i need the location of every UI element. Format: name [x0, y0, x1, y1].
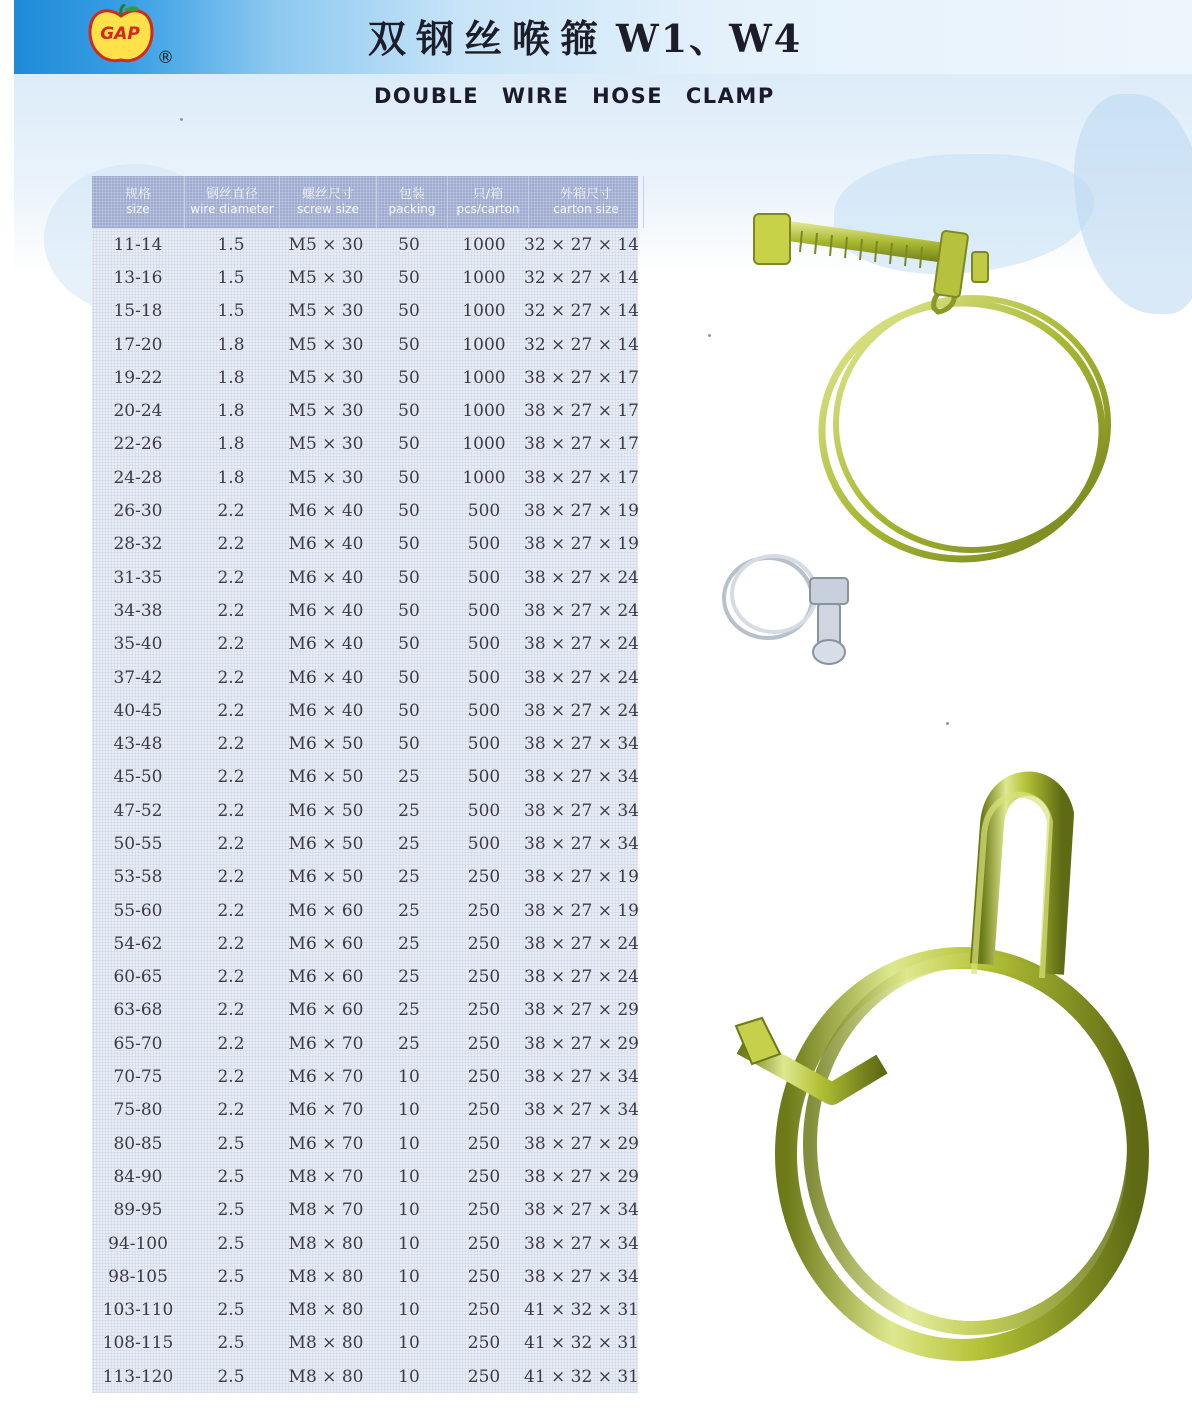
table-cell: 38 × 27 × 34: [524, 1233, 639, 1254]
table-cell: M5 × 30: [288, 401, 364, 422]
table-cell: M6 × 70: [288, 1067, 364, 1088]
table-cell: 250: [467, 867, 501, 888]
table-cell: M6 × 50: [288, 833, 364, 854]
table-cell: 2.2: [217, 567, 245, 588]
table-cell: 38 × 27 × 24: [524, 967, 639, 988]
table-cell: M8 × 70: [288, 1200, 364, 1221]
table-cell: M6 × 40: [288, 700, 364, 721]
table-cell: M6 × 70: [288, 1133, 364, 1154]
table-cell: 2.2: [217, 800, 245, 821]
table-cell: 38 × 27 × 19: [524, 900, 639, 921]
table-cell: 19-22: [113, 367, 163, 388]
table-cell: 250: [467, 1100, 501, 1121]
table-cell: 2.2: [217, 933, 245, 954]
table-cell: 2.2: [217, 667, 245, 688]
table-cell: 38 × 27 × 29: [524, 1000, 639, 1021]
table-cell: 38 × 27 × 24: [524, 933, 639, 954]
logo-text: GAP: [100, 24, 140, 44]
table-row: [92, 1094, 638, 1127]
column-header-en: carton size: [553, 201, 619, 216]
table-cell: M6 × 40: [288, 501, 364, 522]
table-cell: 50: [398, 534, 420, 555]
table-cell: M6 × 40: [288, 600, 364, 621]
table-cell: 38 × 27 × 34: [524, 1100, 639, 1121]
table-cell: 43-48: [113, 734, 163, 755]
table-cell: 38 × 27 × 24: [524, 700, 639, 721]
table-cell: 45-50: [113, 767, 163, 788]
table-cell: M6 × 40: [288, 534, 364, 555]
table-cell: 25: [398, 767, 420, 788]
table-cell: M6 × 60: [288, 1000, 364, 1021]
table-cell: 98-105: [108, 1266, 168, 1287]
table-cell: M5 × 30: [288, 467, 364, 488]
table-cell: 1.5: [217, 267, 245, 288]
table-row: [92, 1260, 638, 1293]
column-header: [529, 176, 644, 228]
table-cell: 38 × 27 × 24: [524, 567, 639, 588]
table-cell: 250: [467, 1033, 501, 1054]
column-header-en: screw size: [297, 201, 359, 216]
table-cell: 1.8: [217, 434, 245, 455]
column-header: [280, 176, 377, 228]
table-cell: 250: [467, 1300, 501, 1321]
table-cell: 2.2: [217, 700, 245, 721]
table-cell: 50: [398, 734, 420, 755]
table-cell: 22-26: [113, 434, 163, 455]
table-row: [92, 961, 638, 994]
table-cell: 2.5: [217, 1300, 245, 1321]
table-cell: 50: [398, 234, 420, 255]
table-cell: 50: [398, 434, 420, 455]
table-cell: 2.2: [217, 833, 245, 854]
table-cell: 10: [398, 1266, 420, 1287]
table-cell: 500: [467, 667, 501, 688]
table-cell: 25: [398, 967, 420, 988]
table-cell: 500: [467, 734, 501, 755]
table-cell: 10: [398, 1166, 420, 1187]
table-cell: M6 × 40: [288, 634, 364, 655]
table-cell: 2.2: [217, 767, 245, 788]
table-row: [92, 994, 638, 1027]
table-cell: 2.5: [217, 1133, 245, 1154]
table-row: [92, 727, 638, 760]
table-cell: M6 × 50: [288, 767, 364, 788]
table-cell: 1000: [462, 234, 506, 255]
table-cell: 2.2: [217, 734, 245, 755]
table-cell: 10: [398, 1133, 420, 1154]
table-cell: 250: [467, 967, 501, 988]
table-cell: M6 × 70: [288, 1033, 364, 1054]
page-subtitle: DOUBLE WIRE HOSE CLAMP: [374, 84, 775, 108]
table-cell: 84-90: [113, 1166, 163, 1187]
registered-mark: ®: [157, 48, 174, 68]
speck: [708, 334, 711, 337]
table-cell: 94-100: [108, 1233, 168, 1254]
table-cell: 38 × 27 × 19: [524, 867, 639, 888]
table-cell: 500: [467, 534, 501, 555]
table-cell: 2.5: [217, 1233, 245, 1254]
table-cell: 250: [467, 1166, 501, 1187]
table-cell: 2.2: [217, 534, 245, 555]
table-row: [92, 794, 638, 827]
table-row: [92, 894, 638, 927]
table-cell: 1.5: [217, 234, 245, 255]
table-cell: 15-18: [113, 301, 163, 322]
table-cell: 26-30: [113, 501, 163, 522]
column-header-en: packing: [388, 201, 436, 216]
table-cell: 2.5: [217, 1166, 245, 1187]
table-cell: 28-32: [113, 534, 163, 555]
table-cell: 37-42: [113, 667, 163, 688]
table-cell: 500: [467, 767, 501, 788]
table-cell: 10: [398, 1200, 420, 1221]
table-row: [92, 1327, 638, 1360]
table-row: [92, 261, 638, 294]
table-cell: M8 × 80: [288, 1333, 364, 1354]
table-cell: M5 × 30: [288, 434, 364, 455]
speck: [946, 722, 949, 725]
table-cell: 75-80: [113, 1100, 163, 1121]
column-header-en: wire diameter: [190, 201, 274, 216]
table-row: [92, 761, 638, 794]
table-header: [92, 176, 638, 228]
title-chinese: 双钢丝喉箍: [368, 16, 609, 61]
table-cell: 50: [398, 700, 420, 721]
table-cell: M8 × 80: [288, 1233, 364, 1254]
table-cell: 50: [398, 600, 420, 621]
table-cell: 41 × 32 × 31: [524, 1300, 639, 1321]
table-cell: 50: [398, 634, 420, 655]
table-cell: 250: [467, 900, 501, 921]
column-header: [92, 176, 185, 228]
table-cell: 500: [467, 800, 501, 821]
table-row: [92, 927, 638, 960]
table-cell: 500: [467, 600, 501, 621]
table-cell: 1000: [462, 467, 506, 488]
table-row: [92, 1160, 638, 1193]
column-header-cn: 外箱尺寸: [559, 186, 612, 202]
speck: [180, 118, 183, 121]
table-cell: 20-24: [113, 401, 163, 422]
table-cell: M5 × 30: [288, 334, 364, 355]
table-cell: 32 × 27 × 14: [524, 301, 639, 322]
column-header-cn: 钢丝直径: [205, 186, 258, 202]
table-cell: M5 × 30: [288, 301, 364, 322]
table-cell: M5 × 30: [288, 267, 364, 288]
table-cell: 38 × 27 × 17: [524, 367, 639, 388]
table-cell: 10: [398, 1233, 420, 1254]
table-row: [92, 394, 638, 427]
spec-table: [92, 176, 638, 1393]
table-cell: 40-45: [113, 700, 163, 721]
table-cell: M6 × 70: [288, 1100, 364, 1121]
table-cell: 53-58: [113, 867, 163, 888]
table-row: [92, 827, 638, 860]
column-header: [448, 176, 529, 228]
table-row: [92, 561, 638, 594]
table-cell: M6 × 60: [288, 967, 364, 988]
table-cell: 25: [398, 933, 420, 954]
table-cell: M8 × 80: [288, 1300, 364, 1321]
table-cell: 500: [467, 501, 501, 522]
table-cell: 50: [398, 501, 420, 522]
table-cell: 25: [398, 800, 420, 821]
table-cell: M6 × 60: [288, 933, 364, 954]
table-cell: 38 × 27 × 34: [524, 1067, 639, 1088]
table-cell: M6 × 50: [288, 734, 364, 755]
table-cell: 2.5: [217, 1366, 245, 1387]
table-row: [92, 594, 638, 627]
table-cell: 38 × 27 × 34: [524, 767, 639, 788]
column-header: [185, 176, 280, 228]
table-cell: 1.8: [217, 367, 245, 388]
table-cell: 38 × 27 × 29: [524, 1166, 639, 1187]
table-cell: 38 × 27 × 17: [524, 401, 639, 422]
title-model-code: W1、W4: [616, 16, 803, 61]
table-cell: M6 × 40: [288, 667, 364, 688]
table-cell: M5 × 30: [288, 234, 364, 255]
table-cell: 2.2: [217, 967, 245, 988]
table-cell: 250: [467, 933, 501, 954]
table-row: [92, 694, 638, 727]
table-cell: 2.2: [217, 867, 245, 888]
table-cell: 65-70: [113, 1033, 163, 1054]
table-cell: 250: [467, 1200, 501, 1221]
table-cell: 50-55: [113, 833, 163, 854]
table-cell: 35-40: [113, 634, 163, 655]
table-cell: 38 × 27 × 24: [524, 600, 639, 621]
table-cell: 1.8: [217, 334, 245, 355]
table-cell: 2.2: [217, 600, 245, 621]
table-cell: 38 × 27 × 34: [524, 734, 639, 755]
table-cell: 1.8: [217, 467, 245, 488]
table-cell: 38 × 27 × 24: [524, 667, 639, 688]
table-cell: 41 × 32 × 31: [524, 1333, 639, 1354]
table-cell: 47-52: [113, 800, 163, 821]
table-cell: 250: [467, 1233, 501, 1254]
table-cell: 250: [467, 1133, 501, 1154]
table-cell: M5 × 30: [288, 367, 364, 388]
table-cell: M6 × 50: [288, 867, 364, 888]
table-cell: 103-110: [102, 1300, 174, 1321]
table-cell: 80-85: [113, 1133, 163, 1154]
table-cell: M8 × 80: [288, 1366, 364, 1387]
table-cell: 2.5: [217, 1200, 245, 1221]
column-header-cn: 规格: [124, 186, 151, 202]
table-cell: 1000: [462, 434, 506, 455]
table-cell: 38 × 27 × 24: [524, 634, 639, 655]
table-cell: 250: [467, 1266, 501, 1287]
table-cell: 500: [467, 567, 501, 588]
table-cell: 10: [398, 1100, 420, 1121]
table-cell: 38 × 27 × 19: [524, 534, 639, 555]
page-title: [368, 8, 802, 63]
table-cell: 2.2: [217, 501, 245, 522]
table-row: [92, 1194, 638, 1227]
table-cell: 25: [398, 1000, 420, 1021]
table-cell: 10: [398, 1300, 420, 1321]
table-cell: 1000: [462, 301, 506, 322]
table-cell: 13-16: [113, 267, 163, 288]
table-row: [92, 628, 638, 661]
table-cell: 32 × 27 × 14: [524, 334, 639, 355]
table-cell: 50: [398, 401, 420, 422]
table-row: [92, 328, 638, 361]
table-cell: 113-120: [102, 1366, 174, 1387]
table-cell: M8 × 70: [288, 1166, 364, 1187]
table-cell: M6 × 50: [288, 800, 364, 821]
table-cell: 10: [398, 1333, 420, 1354]
table-cell: 1.8: [217, 401, 245, 422]
column-header-cn: 只/箱: [472, 186, 504, 202]
table-cell: 24-28: [113, 467, 163, 488]
table-cell: 1000: [462, 401, 506, 422]
table-cell: 50: [398, 267, 420, 288]
table-cell: 38 × 27 × 19: [524, 501, 639, 522]
double-wire-clamp-with-screw-photo: [742, 206, 1122, 576]
table-cell: 89-95: [113, 1200, 163, 1221]
table-cell: 2.5: [217, 1266, 245, 1287]
table-cell: 50: [398, 467, 420, 488]
table-row: [92, 494, 638, 527]
table-cell: 34-38: [113, 600, 163, 621]
table-cell: 38 × 27 × 17: [524, 467, 639, 488]
table-cell: 38 × 27 × 29: [524, 1033, 639, 1054]
brand-logo: [86, 4, 166, 66]
table-cell: 32 × 27 × 14: [524, 234, 639, 255]
column-header-cn: 螺丝尺寸: [301, 186, 354, 202]
table-cell: 38 × 27 × 34: [524, 800, 639, 821]
table-cell: 70-75: [113, 1067, 163, 1088]
table-cell: 50: [398, 367, 420, 388]
table-cell: 32 × 27 × 14: [524, 267, 639, 288]
table-cell: M8 × 80: [288, 1266, 364, 1287]
table-cell: 1000: [462, 367, 506, 388]
table-cell: 2.5: [217, 1333, 245, 1354]
table-cell: 31-35: [113, 567, 163, 588]
table-cell: 38 × 27 × 34: [524, 1266, 639, 1287]
table-cell: 55-60: [113, 900, 163, 921]
small-double-wire-clamp-photo: [718, 542, 868, 670]
table-row: [92, 295, 638, 328]
table-row: [92, 1294, 638, 1327]
table-cell: 2.2: [217, 1100, 245, 1121]
table-cell: 10: [398, 1067, 420, 1088]
table-cell: 250: [467, 1333, 501, 1354]
table-cell: 2.2: [217, 1000, 245, 1021]
table-cell: 250: [467, 1067, 501, 1088]
table-row: [92, 428, 638, 461]
column-header: [377, 176, 448, 228]
table-cell: 2.2: [217, 1067, 245, 1088]
table-cell: 500: [467, 833, 501, 854]
table-cell: 250: [467, 1366, 501, 1387]
column-header-en: size: [126, 201, 150, 216]
table-cell: 60-65: [113, 967, 163, 988]
table-row: [92, 1127, 638, 1160]
table-cell: 25: [398, 867, 420, 888]
table-cell: 108-115: [102, 1333, 174, 1354]
table-cell: 54-62: [113, 933, 163, 954]
table-row: [92, 661, 638, 694]
table-cell: 10: [398, 1366, 420, 1387]
table-row: [92, 1360, 638, 1393]
table-cell: 38 × 27 × 29: [524, 1133, 639, 1154]
table-cell: 50: [398, 667, 420, 688]
table-cell: 50: [398, 567, 420, 588]
table-cell: 63-68: [113, 1000, 163, 1021]
column-header-en: pcs/carton: [456, 201, 520, 216]
table-cell: 2.2: [217, 634, 245, 655]
table-cell: M6 × 60: [288, 900, 364, 921]
table-cell: 25: [398, 1033, 420, 1054]
table-cell: 38 × 27 × 34: [524, 833, 639, 854]
table-row: [92, 528, 638, 561]
double-wire-spring-clamp-photo: [722, 764, 1162, 1364]
table-cell: 38 × 27 × 17: [524, 434, 639, 455]
table-row: [92, 1227, 638, 1260]
table-cell: 50: [398, 301, 420, 322]
table-cell: 50: [398, 334, 420, 355]
table-row: [92, 1060, 638, 1093]
table-row: [92, 861, 638, 894]
table-cell: 1000: [462, 267, 506, 288]
table-cell: 1.5: [217, 301, 245, 322]
table-row: [92, 461, 638, 494]
table-cell: 25: [398, 900, 420, 921]
table-cell: 25: [398, 833, 420, 854]
table-cell: 38 × 27 × 34: [524, 1200, 639, 1221]
table-body: [92, 228, 638, 1393]
table-cell: 500: [467, 634, 501, 655]
table-cell: M6 × 40: [288, 567, 364, 588]
table-cell: 41 × 32 × 31: [524, 1366, 639, 1387]
table-cell: 2.2: [217, 900, 245, 921]
table-row: [92, 361, 638, 394]
table-cell: 250: [467, 1000, 501, 1021]
table-cell: 500: [467, 700, 501, 721]
table-cell: 11-14: [113, 234, 163, 255]
table-row: [92, 228, 638, 261]
table-cell: 2.2: [217, 1033, 245, 1054]
table-row: [92, 1027, 638, 1060]
column-header-cn: 包装: [398, 186, 425, 202]
table-cell: 1000: [462, 334, 506, 355]
table-cell: 17-20: [113, 334, 163, 355]
